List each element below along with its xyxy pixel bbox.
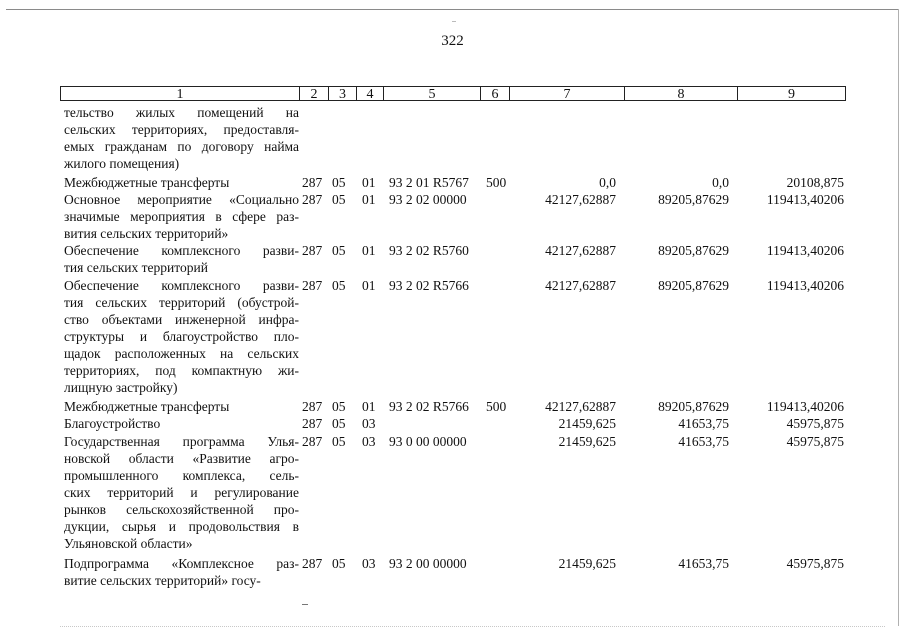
header-col-2: 2 bbox=[299, 86, 328, 101]
table-header bbox=[60, 86, 846, 102]
description-line: Ульяновской области» bbox=[64, 536, 193, 551]
cell-col-7: 21459,625 bbox=[558, 434, 616, 449]
description-line: рынков сельскохозяйственной про- bbox=[64, 502, 299, 517]
cell-col-4: 01 bbox=[362, 278, 376, 293]
description-line: Обеспечение комплексного разви- bbox=[64, 278, 299, 293]
description-line: лищную застройку) bbox=[64, 380, 178, 395]
cell-col-4: 01 bbox=[362, 399, 376, 414]
description-line: тельство жилых помещений на bbox=[64, 105, 299, 120]
description-line: дукции, сырья и продовольствия в bbox=[64, 519, 299, 534]
cell-col-8: 41653,75 bbox=[678, 416, 729, 431]
row-description bbox=[64, 104, 299, 172]
cell-col-3: 05 bbox=[332, 243, 346, 258]
cell-col-8: 89205,87629 bbox=[658, 243, 729, 258]
cell-col-8: 89205,87629 bbox=[658, 399, 729, 414]
scan-mark bbox=[452, 21, 456, 22]
cell-col-2: 287 bbox=[302, 192, 323, 207]
row-description bbox=[64, 555, 299, 589]
cell-col-3: 05 bbox=[332, 175, 346, 190]
description-line: щадок расположенных на сельских bbox=[64, 346, 299, 361]
cell-col-7: 21459,625 bbox=[558, 556, 616, 571]
row-description bbox=[64, 174, 299, 191]
cell-col-3: 05 bbox=[332, 192, 346, 207]
cell-col-2: 287 bbox=[302, 416, 323, 431]
cell-col-8: 41653,75 bbox=[678, 556, 729, 571]
cell-col-4: 03 bbox=[362, 556, 376, 571]
cell-col-9: 119413,40206 bbox=[766, 192, 844, 207]
description-line: Обеспечение комплексного разви- bbox=[64, 243, 299, 258]
cell-col-8: 41653,75 bbox=[678, 434, 729, 449]
row-description bbox=[64, 433, 299, 552]
header-col-1: 1 bbox=[60, 86, 299, 101]
cell-col-5: 93 2 00 00000 bbox=[389, 556, 467, 571]
cell-col-8: 0,0 bbox=[712, 175, 729, 190]
cell-col-4: 01 bbox=[362, 192, 376, 207]
row-description bbox=[64, 277, 299, 396]
cell-col-2: 287 bbox=[302, 399, 323, 414]
cell-col-3: 05 bbox=[332, 556, 346, 571]
cell-col-3: 05 bbox=[332, 434, 346, 449]
description-line: Благоустройство bbox=[64, 416, 161, 431]
cell-col-2: 287 bbox=[302, 175, 323, 190]
description-line: ство объектами инженерной инфра- bbox=[64, 312, 299, 327]
cell-col-8: 89205,87629 bbox=[658, 278, 729, 293]
description-line: Межбюджетные трансферты bbox=[64, 399, 230, 414]
row-description bbox=[64, 242, 299, 276]
cell-col-2: 287 bbox=[302, 278, 323, 293]
header-col-3: 3 bbox=[328, 86, 356, 101]
cell-col-5: 93 2 02 R5766 bbox=[389, 278, 469, 293]
cell-col-7: 42127,62887 bbox=[545, 399, 616, 414]
footer-dash bbox=[302, 604, 308, 605]
cell-col-9: 119413,40206 bbox=[766, 399, 844, 414]
cell-col-7: 0,0 bbox=[599, 175, 616, 190]
cell-col-2: 287 bbox=[302, 556, 323, 571]
description-line: тия сельских территорий (обустрой- bbox=[64, 295, 299, 310]
cell-col-9: 45975,875 bbox=[786, 556, 844, 571]
row-description bbox=[64, 415, 299, 432]
cell-col-9: 119413,40206 bbox=[766, 278, 844, 293]
description-line: новской области «Развитие агро- bbox=[64, 451, 299, 466]
cell-col-2: 287 bbox=[302, 243, 323, 258]
description-line: Государственная программа Улья- bbox=[64, 434, 299, 449]
row-description bbox=[64, 191, 299, 242]
header-col-6: 6 bbox=[480, 86, 509, 101]
header-col-9: 9 bbox=[737, 86, 846, 101]
cell-col-9: 45975,875 bbox=[786, 434, 844, 449]
cell-col-4: 01 bbox=[362, 175, 376, 190]
page-number: 322 bbox=[441, 33, 464, 49]
cell-col-2: 287 bbox=[302, 434, 323, 449]
page-frame-top bbox=[6, 9, 899, 10]
cell-col-4: 01 bbox=[362, 243, 376, 258]
cell-col-4: 03 bbox=[362, 434, 376, 449]
cell-col-5: 93 0 00 00000 bbox=[389, 434, 467, 449]
description-line: значимые мероприятия в сфере раз- bbox=[64, 209, 299, 224]
cell-col-4: 03 bbox=[362, 416, 376, 431]
cell-col-6: 500 bbox=[486, 175, 507, 190]
cell-col-3: 05 bbox=[332, 416, 346, 431]
description-line: вития сельских территорий» bbox=[64, 226, 229, 241]
cell-col-5: 93 2 02 R5766 bbox=[389, 399, 469, 414]
cell-col-6: 500 bbox=[486, 399, 507, 414]
description-line: тия сельских территорий bbox=[64, 260, 208, 275]
cell-col-7: 42127,62887 bbox=[545, 243, 616, 258]
description-line: Основное мероприятие «Социально bbox=[64, 192, 299, 207]
header-col-5: 5 bbox=[383, 86, 480, 101]
cell-col-9: 45975,875 bbox=[786, 416, 844, 431]
cell-col-7: 21459,625 bbox=[558, 416, 616, 431]
cell-col-5: 93 2 02 R5760 bbox=[389, 243, 469, 258]
header-col-8: 8 bbox=[624, 86, 737, 101]
description-line: сельских территориях, предоставля- bbox=[64, 122, 299, 137]
cell-col-8: 89205,87629 bbox=[658, 192, 729, 207]
description-line: Межбюджетные трансферты bbox=[64, 175, 230, 190]
cell-col-3: 05 bbox=[332, 399, 346, 414]
description-line: структуры и благоустройство пло- bbox=[64, 329, 299, 344]
cell-col-7: 42127,62887 bbox=[545, 192, 616, 207]
description-line: промышленного комплекса, сель- bbox=[64, 468, 299, 483]
page-frame-right bbox=[898, 9, 899, 626]
cell-col-5: 93 2 01 R5767 bbox=[389, 175, 469, 190]
description-line: территориях, под компактную жи- bbox=[64, 363, 299, 378]
description-line: ских территорий и регулирование bbox=[64, 485, 299, 500]
cell-col-9: 20108,875 bbox=[786, 175, 844, 190]
header-col-4: 4 bbox=[356, 86, 383, 101]
cell-col-7: 42127,62887 bbox=[545, 278, 616, 293]
cell-col-3: 05 bbox=[332, 278, 346, 293]
row-description bbox=[64, 398, 299, 415]
scan-edge bbox=[60, 626, 885, 627]
description-line: жилого помещения) bbox=[64, 156, 180, 171]
header-col-7: 7 bbox=[509, 86, 624, 101]
description-line: Подпрограмма «Комплексное раз- bbox=[64, 556, 299, 571]
description-line: емых гражданам по договору найма bbox=[64, 139, 299, 154]
cell-col-5: 93 2 02 00000 bbox=[389, 192, 467, 207]
description-line: витие сельских территорий» госу- bbox=[64, 573, 261, 588]
cell-col-9: 119413,40206 bbox=[766, 243, 844, 258]
